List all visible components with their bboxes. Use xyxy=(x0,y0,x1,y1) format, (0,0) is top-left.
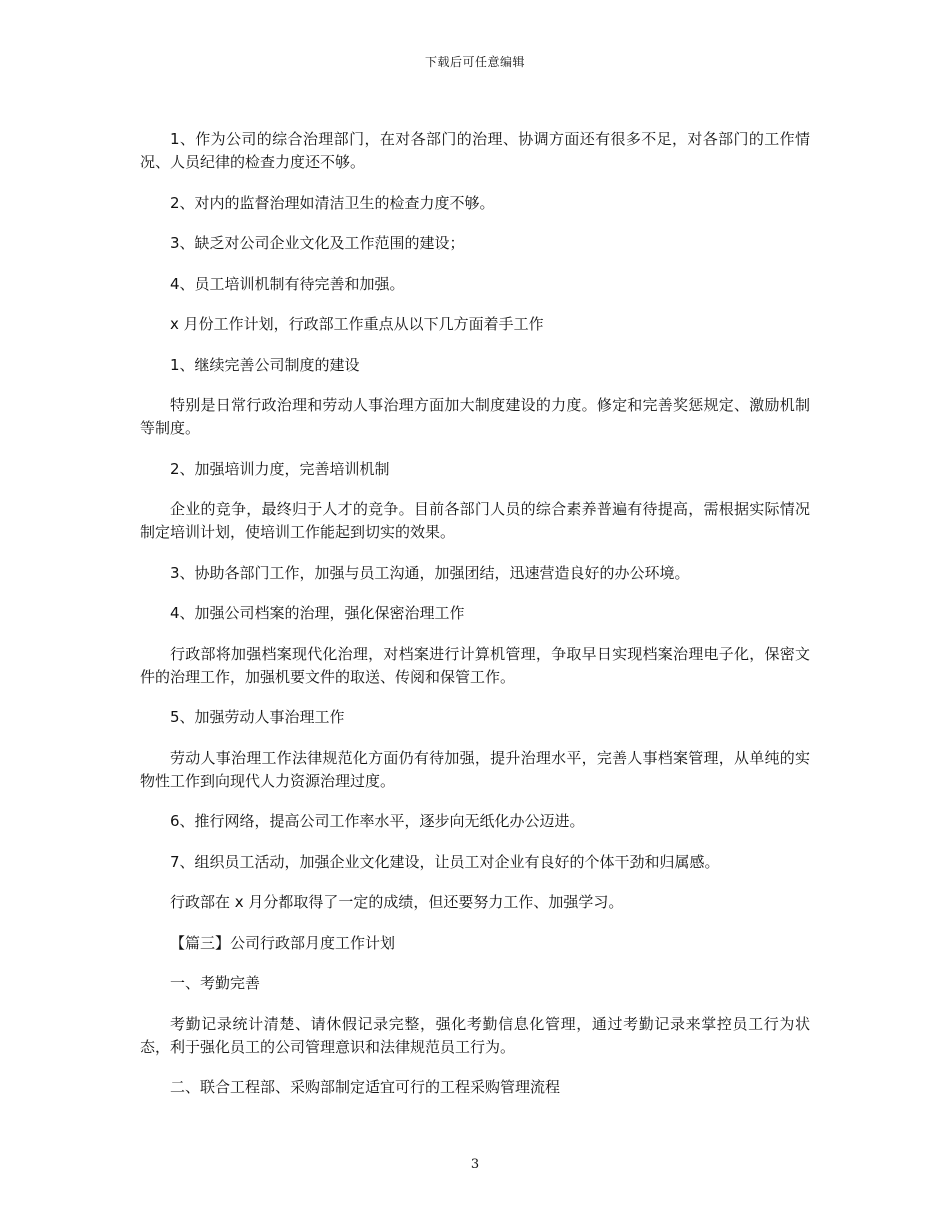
paragraph: 企业的竞争，最终归于人才的竞争。目前各部门人员的综合素养普遍有待提高，需根据实际情况制定培训计划，使培训工作能起到切实的效果。 xyxy=(140,500,810,541)
paragraph: 2、对内的监督治理如清洁卫生的检查力度不够。 xyxy=(170,193,495,212)
paragraph: 7、组织员工活动，加强企业文化建设，让员工对企业有良好的个体干劲和归属感。 xyxy=(170,852,720,871)
paragraph: 1、继续完善公司制度的建设 xyxy=(170,355,360,374)
paragraph: 3、协助各部门工作，加强与员工沟通，加强团结，迅速营造良好的办公环境。 xyxy=(170,563,690,582)
paragraph: x 月份工作计划，行政部工作重点从以下几方面着手工作 xyxy=(170,315,544,333)
paragraph: 3、缺乏对公司企业文化及工作范围的建设； xyxy=(170,234,465,252)
paragraph: 2、加强培训力度，完善培训机制 xyxy=(170,459,390,478)
paragraph: 5、加强劳动人事治理工作 xyxy=(170,708,345,726)
paragraph: 6、推行网络，提高公司工作率水平，逐步向无纸化办公迈进。 xyxy=(170,812,585,830)
section-heading: 【篇三】公司行政部月度工作计划 xyxy=(170,933,396,952)
paragraph: 考勤记录统计清楚、请休假记录完整，强化考勤信息化管理，通过考勤记录来掌控员工行为状态，利于强化员工的公司管理意识和法律规范员工行为。 xyxy=(140,1014,810,1056)
paragraph: 行政部在 x 月分都取得了一定的成绩，但还要努力工作、加强学习。 xyxy=(170,893,624,911)
paragraph: 行政部将加强档案现代化治理，对档案进行计算机管理，争取早日实现档案治理电子化，保密文件的治理工作，加强机要文件的取送、传阅和保管工作。 xyxy=(140,644,810,686)
page-number: 3 xyxy=(470,1157,480,1172)
paragraph: 4、员工培训机制有待完善和加强。 xyxy=(170,274,405,293)
paragraph: 4、加强公司档案的治理，强化保密治理工作 xyxy=(170,604,465,622)
document-body xyxy=(140,128,810,1117)
paragraph: 1、作为公司的综合治理部门，在对各部门的治理、协调方面还有很多不足，对各部门的工作情况、人员纪律的检查力度还不够。 xyxy=(140,130,810,171)
paragraph: 特别是日常行政治理和劳动人事治理方面加大制度建设的力度。修定和完善奖惩规定、激励机制等制度。 xyxy=(140,396,810,437)
paragraph: 二、联合工程部、采购部制定适宜可行的工程采购管理流程 xyxy=(170,1078,561,1096)
paragraph: 一、考勤完善 xyxy=(170,974,261,992)
page-header: 下载后可任意编辑 xyxy=(424,55,525,69)
paragraph: 劳动人事治理工作法律规范化方面仍有待加强，提升治理水平，完善人事档案管理，从单纯的实物性工作到向现代人力资源治理过度。 xyxy=(140,748,810,790)
